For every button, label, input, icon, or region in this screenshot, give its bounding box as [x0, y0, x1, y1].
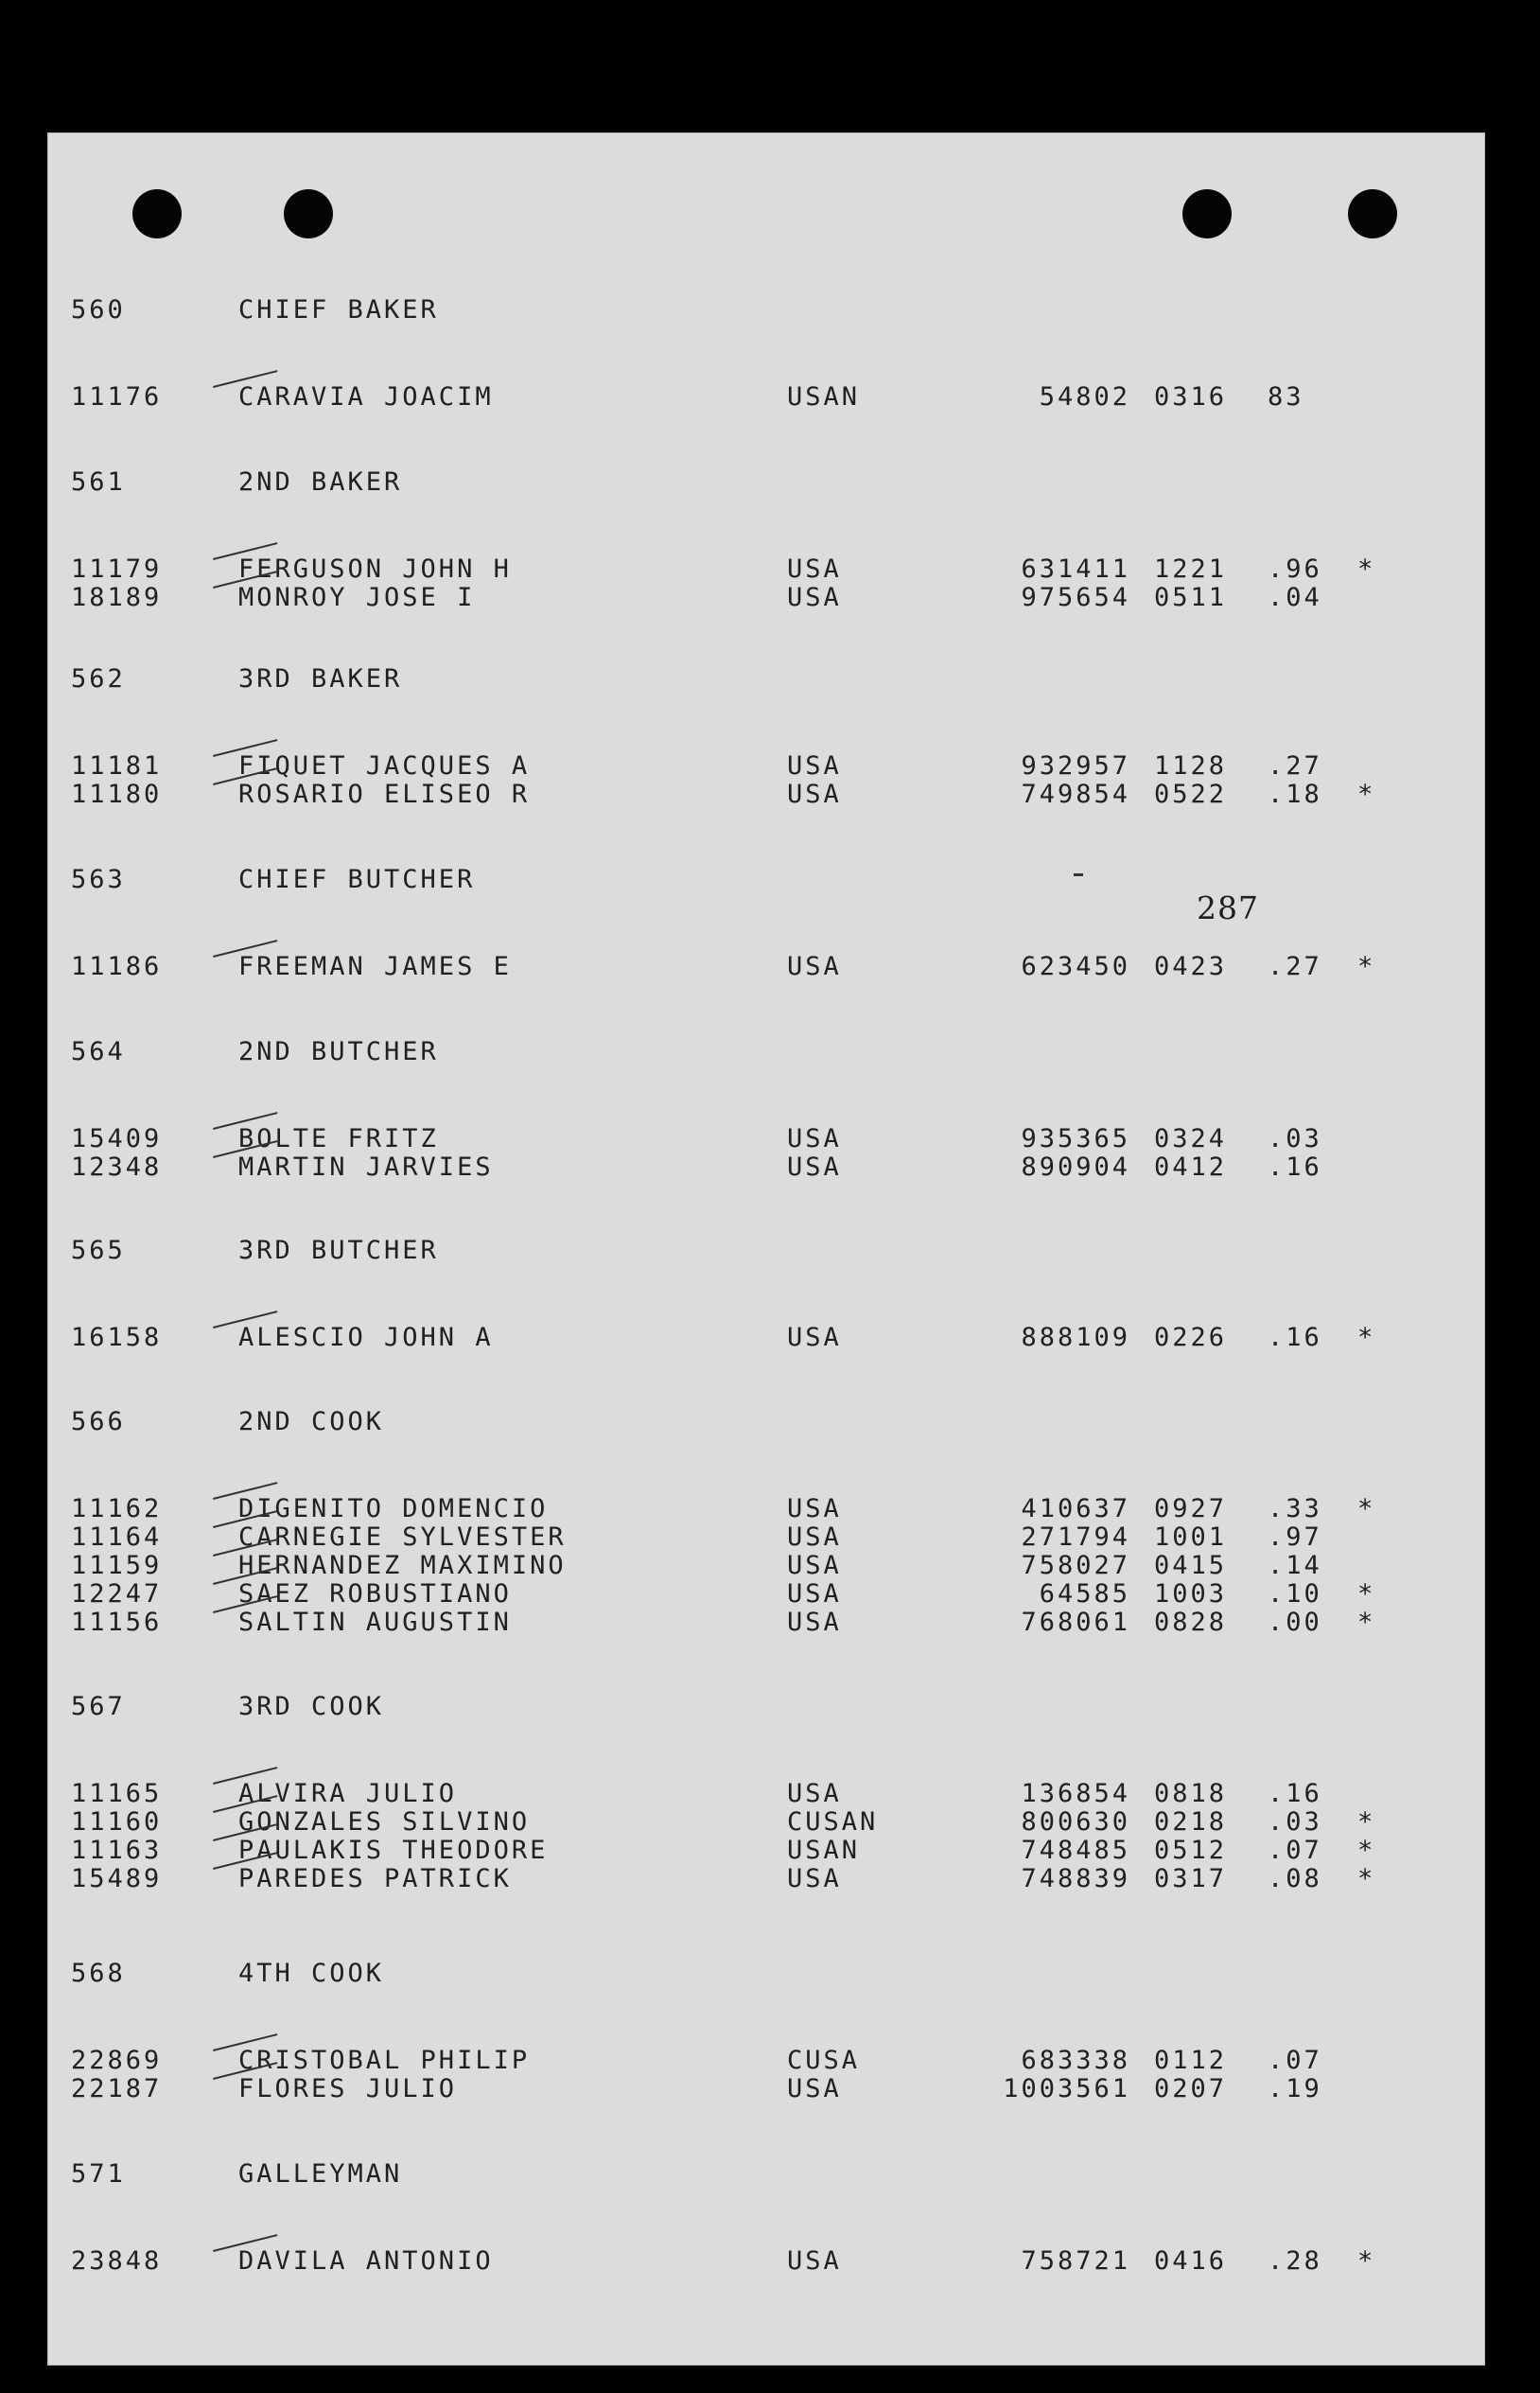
crew-id: 23848	[71, 2246, 163, 2276]
crew-value: .97	[1268, 1522, 1322, 1552]
crew-date: 0412	[1154, 1153, 1228, 1182]
crew-number: 758721	[1021, 2246, 1130, 2276]
crew-number: 410637	[1021, 1494, 1130, 1523]
page-number: 287	[1197, 889, 1259, 926]
crew-id: 11163	[71, 1836, 163, 1865]
crew-name: SALTIN AUGUSTIN	[238, 1608, 512, 1637]
crew-nationality: USA	[787, 583, 842, 612]
crew-value: .18	[1268, 780, 1322, 809]
crew-name: ALESCIO JOHN A	[238, 1323, 494, 1352]
crew-id: 15489	[71, 1864, 163, 1893]
crew-date: 0522	[1154, 780, 1228, 809]
crew-nationality: USA	[787, 1124, 842, 1153]
crew-name: FLORES JULIO	[238, 2074, 458, 2103]
crew-id: 12247	[71, 1579, 163, 1609]
section-title: CHIEF BAKER	[238, 295, 439, 325]
section-code: 567	[71, 1692, 126, 1721]
crew-number: 800630	[1021, 1807, 1130, 1837]
crew-name: CARNEGIE SYLVESTER	[238, 1522, 567, 1552]
crew-date: 0927	[1154, 1494, 1228, 1523]
crew-value: .03	[1268, 1807, 1322, 1837]
crew-nationality: CUSA	[787, 2046, 861, 2075]
crew-id: 22869	[71, 2046, 163, 2075]
crew-name: HERNANDEZ MAXIMINO	[238, 1551, 567, 1580]
punch-hole	[132, 189, 182, 238]
crew-name: CRISTOBAL PHILIP	[238, 2046, 531, 2075]
crew-value: .07	[1268, 2046, 1322, 2075]
crew-number: 888109	[1021, 1323, 1130, 1352]
crew-nationality: USA	[787, 751, 842, 781]
crew-value: .96	[1268, 554, 1322, 584]
crew-id: 18189	[71, 583, 163, 612]
section-title: 3RD BAKER	[238, 664, 403, 694]
crew-number: 758027	[1021, 1551, 1130, 1580]
crew-nationality: USA	[787, 1864, 842, 1893]
crew-id: 22187	[71, 2074, 163, 2103]
crew-mark: *	[1357, 1608, 1376, 1637]
crew-value: .00	[1268, 1608, 1322, 1637]
crew-nationality: USAN	[787, 1836, 861, 1865]
crew-name: PAULAKIS THEODORE	[238, 1836, 549, 1865]
crew-nationality: USAN	[787, 382, 861, 412]
crew-name: GONZALES SILVINO	[238, 1807, 531, 1837]
crew-date: 0415	[1154, 1551, 1228, 1580]
crew-value: .27	[1268, 751, 1322, 781]
crew-date: 0423	[1154, 952, 1228, 981]
crew-date: 1221	[1154, 554, 1228, 584]
crew-mark: *	[1357, 1579, 1376, 1609]
crew-name: SAEZ ROBUSTIANO	[238, 1579, 512, 1609]
crew-value: .16	[1268, 1323, 1322, 1352]
crew-number: 932957	[1021, 751, 1130, 781]
crew-nationality: USA	[787, 554, 842, 584]
crew-value: .28	[1268, 2246, 1322, 2276]
crew-nationality: USA	[787, 952, 842, 981]
crew-number: 136854	[1021, 1779, 1130, 1808]
crew-value: 83	[1268, 382, 1304, 412]
crew-date: 0317	[1154, 1864, 1228, 1893]
crew-number: 749854	[1021, 780, 1130, 809]
section-title: GALLEYMAN	[238, 2159, 403, 2189]
crew-id: 12348	[71, 1153, 163, 1182]
crew-id: 11156	[71, 1608, 163, 1637]
crew-id: 11180	[71, 780, 163, 809]
crew-id: 16158	[71, 1323, 163, 1352]
crew-nationality: USA	[787, 1494, 842, 1523]
crew-nationality: USA	[787, 1551, 842, 1580]
crew-number: 768061	[1021, 1608, 1130, 1637]
section-code: 563	[71, 865, 126, 894]
crew-id: 11162	[71, 1494, 163, 1523]
crew-name: BOLTE FRITZ	[238, 1124, 439, 1153]
section-title: 2ND BAKER	[238, 467, 403, 497]
crew-date: 0324	[1154, 1124, 1228, 1153]
crew-date: 0416	[1154, 2246, 1228, 2276]
crew-nationality: USA	[787, 2074, 842, 2103]
crew-mark: *	[1357, 1836, 1376, 1865]
punch-hole	[1348, 189, 1397, 238]
crew-nationality: USA	[787, 1608, 842, 1637]
crew-name: MONROY JOSE I	[238, 583, 476, 612]
crew-mark: *	[1357, 1807, 1376, 1837]
crew-id: 11186	[71, 952, 163, 981]
crew-number: 1003561	[1003, 2074, 1130, 2103]
crew-date: 1003	[1154, 1579, 1228, 1609]
crew-id: 11181	[71, 751, 163, 781]
crew-nationality: USA	[787, 780, 842, 809]
section-code: 568	[71, 1959, 126, 1988]
crew-nationality: USA	[787, 1323, 842, 1352]
crew-mark: *	[1357, 1494, 1376, 1523]
crew-date: 0218	[1154, 1807, 1228, 1837]
crew-date: 0818	[1154, 1779, 1228, 1808]
crew-value: .19	[1268, 2074, 1322, 2103]
crew-nationality: USA	[787, 1579, 842, 1609]
crew-mark: *	[1357, 2246, 1376, 2276]
section-code: 560	[71, 295, 126, 325]
crew-id: 11159	[71, 1551, 163, 1580]
crew-number: 890904	[1021, 1153, 1130, 1182]
section-title: 3RD COOK	[238, 1692, 385, 1721]
crew-date: 1001	[1154, 1522, 1228, 1552]
crew-id: 15409	[71, 1124, 163, 1153]
crew-nationality: CUSAN	[787, 1807, 879, 1837]
crew-value: .08	[1268, 1864, 1322, 1893]
crew-date: 0112	[1154, 2046, 1228, 2075]
crew-id: 11160	[71, 1807, 163, 1837]
crew-name: ALVIRA JULIO	[238, 1779, 458, 1808]
crew-value: .16	[1268, 1779, 1322, 1808]
crew-nationality: USA	[787, 1522, 842, 1552]
crew-date: 0226	[1154, 1323, 1228, 1352]
crew-mark: *	[1357, 952, 1376, 981]
crew-number: 64585	[1039, 1579, 1130, 1609]
pencil-mark	[1074, 873, 1083, 876]
section-code: 571	[71, 2159, 126, 2189]
section-code: 562	[71, 664, 126, 694]
crew-mark: *	[1357, 1323, 1376, 1352]
section-title: 4TH COOK	[238, 1959, 385, 1988]
crew-value: .14	[1268, 1551, 1322, 1580]
section-code: 564	[71, 1037, 126, 1066]
section-code: 561	[71, 467, 126, 497]
crew-value: .04	[1268, 583, 1322, 612]
crew-value: .27	[1268, 952, 1322, 981]
crew-name: FREEMAN JAMES E	[238, 952, 512, 981]
crew-value: .16	[1268, 1153, 1322, 1182]
crew-name: CARAVIA JOACIM	[238, 382, 494, 412]
crew-date: 0512	[1154, 1836, 1228, 1865]
crew-nationality: USA	[787, 1779, 842, 1808]
crew-id: 11176	[71, 382, 163, 412]
crew-value: .10	[1268, 1579, 1322, 1609]
crew-date: 0828	[1154, 1608, 1228, 1637]
crew-name: ROSARIO ELISEO R	[238, 780, 531, 809]
punch-hole	[284, 189, 333, 238]
crew-name: FIQUET JACQUES A	[238, 751, 531, 781]
crew-nationality: USA	[787, 1153, 842, 1182]
crew-id: 11179	[71, 554, 163, 584]
crew-number: 748485	[1021, 1836, 1130, 1865]
crew-number: 54802	[1039, 382, 1130, 412]
section-code: 565	[71, 1236, 126, 1265]
crew-value: .07	[1268, 1836, 1322, 1865]
crew-value: .33	[1268, 1494, 1322, 1523]
crew-date: 1128	[1154, 751, 1228, 781]
crew-number: 271794	[1021, 1522, 1130, 1552]
crew-id: 11164	[71, 1522, 163, 1552]
section-code: 566	[71, 1407, 126, 1436]
crew-date: 0207	[1154, 2074, 1228, 2103]
crew-name: PAREDES PATRICK	[238, 1864, 512, 1893]
crew-date: 0316	[1154, 382, 1228, 412]
section-title: CHIEF BUTCHER	[238, 865, 476, 894]
section-title: 2ND COOK	[238, 1407, 385, 1436]
crew-number: 683338	[1021, 2046, 1130, 2075]
section-title: 3RD BUTCHER	[238, 1236, 439, 1265]
crew-name: MARTIN JARVIES	[238, 1153, 494, 1182]
crew-name: DAVILA ANTONIO	[238, 2246, 494, 2276]
section-title: 2ND BUTCHER	[238, 1037, 439, 1066]
crew-number: 975654	[1021, 583, 1130, 612]
crew-name: DIGENITO DOMENCIO	[238, 1494, 549, 1523]
crew-number: 631411	[1021, 554, 1130, 584]
crew-id: 11165	[71, 1779, 163, 1808]
crew-nationality: USA	[787, 2246, 842, 2276]
crew-mark: *	[1357, 780, 1376, 809]
crew-mark: *	[1357, 1864, 1376, 1893]
crew-number: 623450	[1021, 952, 1130, 981]
crew-value: .03	[1268, 1124, 1322, 1153]
crew-number: 748839	[1021, 1864, 1130, 1893]
crew-number: 935365	[1021, 1124, 1130, 1153]
crew-date: 0511	[1154, 583, 1228, 612]
crew-mark: *	[1357, 554, 1376, 584]
crew-name: FERGUSON JOHN H	[238, 554, 512, 584]
punch-hole	[1182, 189, 1232, 238]
